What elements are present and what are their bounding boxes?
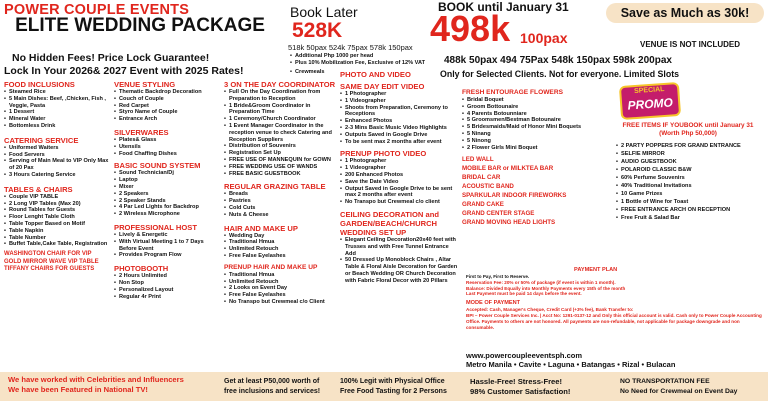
book-until-pax: 488k 50pax 494 75Pax 548k 150pax 598k 200pax: [444, 55, 672, 66]
tagline-1: No Hidden Fees! Price Lock Guarantee!: [12, 52, 210, 64]
list-item: • FREE BASIC GUESTBOOK: [224, 171, 336, 178]
list-item: • Save the Date Video: [340, 179, 458, 186]
book-until-note: Only for Selected Clients. Not for everyone. Limited Slots: [440, 69, 680, 79]
list-item: • Bottomless Drink: [4, 123, 112, 130]
col-5: [462, 88, 612, 227]
list-item: • 10 Game Prizes: [616, 190, 766, 198]
list-item: • Food Chaffing Dishes: [114, 151, 222, 158]
ceiling-list: [340, 237, 458, 285]
flowers-title: FRESH ENTOURAGE FLOWERS: [462, 89, 563, 96]
locations: Metro Manila • Cavite • Laguna • Batangas • Rizal • Bulacan: [466, 360, 676, 369]
food-title: FOOD INCLUSIONS: [4, 80, 75, 89]
venue-note: VENUE IS NOT INCLUDED: [640, 40, 741, 49]
footer-line: 98% Customer Satisfaction!: [470, 386, 571, 396]
photobooth-title: PHOTOBOOTH: [114, 264, 169, 274]
list-item: • 2-3 Mins Basic Music Video Highlights: [340, 125, 458, 132]
list-item: • Styro Name of Couple: [114, 109, 222, 116]
list-item: • 1 Videographer: [340, 165, 458, 172]
payment-line: Last Payment must be paid 14 days before the event.: [466, 291, 582, 297]
tagline-2: Lock In Your 2026& 2027 Event with 2025 Rates!: [4, 65, 244, 77]
hair-title: HAIR AND MAKE UP: [224, 223, 298, 233]
book-later-price: 528K: [292, 19, 343, 42]
list-item: • 5 Groomsmen/Bestman Botounaire: [462, 117, 612, 124]
extra-item: GRAND MOVING HEAD LIGHTS: [462, 219, 556, 227]
list-item: • 2 Wireless Microphone: [114, 211, 222, 218]
sound-title: BASIC SOUND SYSTEM: [114, 161, 201, 171]
list-item: • 60% Perfume Souvenirs: [616, 174, 766, 182]
list-item: • 1 Photographer: [340, 91, 458, 98]
mode-line: BPI – Power Couple Services Inc. | Acct No: 1291-0137-12 and Only this official account is valid. Cash only to Power Couple Accounting Office. Payments to others are not honored. All payments are non-refundable, not applicable for package downgrade and non consumable.: [466, 312, 762, 330]
promo-headline: FREE ITEMS IF YOUBOOK until January 31 (Worth Php 50,000): [622, 122, 754, 137]
list-item: • 2 Long VIP Tables (Max 20): [4, 201, 112, 208]
promo-badge-top: SPECIAL: [633, 85, 665, 96]
footer-line: Free Food Tasting for 2 Persons: [340, 387, 447, 395]
save-badge-text: Save as Much as 30k!: [620, 6, 750, 20]
list-item: • Registration Set Up: [224, 150, 336, 157]
list-item: • Nuts & Cheese: [224, 212, 336, 219]
styling-title: VENUE STYLING: [114, 80, 176, 89]
footer-line: Hassle-Free! Stress-Free!: [470, 377, 563, 386]
payment-title: PAYMENT PLAN: [574, 267, 618, 273]
list-item: • No Transpo but Crewmeal c/o Client: [224, 299, 336, 306]
mode-line: Accepted: Cash, Manager's Cheque, Credit Card (+3% fee), Bank Transfer to:: [466, 307, 634, 313]
footer-line: We have been Featured in National TV!: [8, 385, 148, 394]
list-item: • Table Topper Based on Motif: [4, 221, 112, 228]
list-item: • FREE WEDDING USE OF WANDS: [224, 164, 336, 171]
grazing-title: REGULAR GRAZING TABLE: [224, 182, 326, 192]
list-item: • Entrance Arch: [114, 116, 222, 123]
footer-cell-2: [224, 377, 336, 396]
list-item: • Lively & Energetic: [114, 232, 222, 239]
prenup-hair-title: PRENUP HAIR AND MAKE UP: [224, 263, 318, 271]
list-item: • Table Number: [4, 235, 112, 242]
list-item: • 3 Hours Catering Service: [4, 172, 112, 179]
ceiling-title: CEILING DECORATION and GARDEN/BEACH/CHURCH WEDDING SET UP: [340, 209, 440, 237]
list-item: • Table Napkin: [4, 228, 112, 235]
list-item: • 2 Speakers: [114, 191, 222, 198]
list-item: • FREE ENTRANCE ARCH ON RECEPTION: [616, 206, 766, 214]
list-item: • 1 Bottle of Wine for Toast: [616, 198, 766, 206]
book-later-note: • Additional Php 1000 per head: [290, 53, 430, 60]
list-item: • Wedding Day: [224, 233, 336, 240]
list-item: • Sound Technician/Dj: [114, 170, 222, 177]
list-item: • 40% Traditional Invitations: [616, 182, 766, 190]
list-item: • 5 Ninang: [462, 131, 612, 138]
list-item: • Unlimited Retouch: [224, 279, 336, 286]
photobooth-list: [114, 273, 222, 300]
list-item: • Personalized Layout: [114, 287, 222, 294]
list-item: • Shoots from Preparation, Ceremony to Receptions: [340, 105, 458, 119]
col-3: [224, 80, 336, 306]
col-4: [340, 70, 458, 285]
list-item: • Unlimited Retouch: [224, 246, 336, 253]
flowers-list: [462, 97, 612, 151]
list-item: • Traditional Hmua: [224, 239, 336, 246]
photo-video-title: PHOTO AND VIDEO: [340, 70, 411, 79]
list-item: • Steamed Rice: [4, 89, 112, 96]
list-item: • 200 Enhanced Photos: [340, 172, 458, 179]
list-item: • Pastries: [224, 198, 336, 205]
list-item: • Red Carpet: [114, 103, 222, 110]
list-item: • To be sent max 2 months after event: [340, 139, 458, 146]
extra-item: GRAND CENTER STAGE: [462, 210, 535, 218]
flowers-extras: [462, 155, 612, 227]
host-title: PROFESSIONAL HOST: [114, 222, 197, 232]
footer-line: free inclusions and services!: [224, 387, 321, 395]
tables-extra: TIFFANY CHAIRS FOR GUESTS: [4, 266, 95, 273]
list-item: • Thematic Backdrop Decoration: [114, 89, 222, 96]
list-item: • 4 Parents Botounniare: [462, 111, 612, 118]
footer-line: No Need for Crewmeal on Event Day: [620, 387, 738, 395]
list-item: • Breads: [224, 191, 336, 198]
coordinator-list: [224, 89, 336, 177]
list-item: • No Transpo but Crewmeal c/o client: [340, 199, 458, 206]
list-item: • Free False Eyelashes: [224, 292, 336, 299]
list-item: • POLAROID CLASSIC B&W: [616, 166, 766, 174]
tables-extra: WASHINGTON CHAIR FOR VIP: [4, 251, 92, 258]
list-item: • Elegant Ceiling Decoration20x40 feet with Trusses and with Free Tunnel Entrance Add: [340, 237, 458, 257]
list-item: • Output Saved in Google Drive to be sent max 2 months after event: [340, 186, 458, 200]
catering-list: [4, 145, 112, 179]
footer-cell-5: [620, 377, 766, 396]
list-item: • Traditional Hmua: [224, 272, 336, 279]
promo-list: [616, 142, 766, 222]
list-item: • Floor Lenght Table Cloth: [4, 214, 112, 221]
list-item: • 1 Videographer: [340, 98, 458, 105]
website-link[interactable]: www.powercoupleeventsph.com: [466, 351, 582, 360]
list-item: • Provides Program Flow: [114, 252, 222, 259]
list-item: • 5 Main Dishes: Beef, ,Chicken, Fish , Veggie, Pasta: [4, 96, 112, 110]
footer-line: We have worked with Celebrities and Influencers: [8, 375, 184, 384]
tables-extra: GOLD MIRROR WAVE VIP TABLE: [4, 258, 99, 265]
list-item: • 2 Looks on Event Day: [224, 285, 336, 292]
list-item: • 2 Speaker Stands: [114, 198, 222, 205]
book-later-note: • Crewmeals: [290, 69, 430, 76]
promo-badge-bottom: PROMO: [627, 95, 674, 113]
list-item: • Full On the Day Coordination from Preparation to Reception: [224, 89, 336, 103]
silverwares-list: [114, 137, 222, 157]
save-badge: [606, 3, 764, 23]
list-item: • 2 Hours Unlimited: [114, 273, 222, 280]
list-item: • Couch of Couple: [114, 96, 222, 103]
silverwares-title: SILVERWARES: [114, 127, 169, 137]
book-until-unit: 100pax: [520, 30, 568, 46]
footer-line: Get at least P50,000 worth of: [224, 378, 320, 385]
list-item: • Regular 4r Print: [114, 294, 222, 301]
prenup-photo-title: PRENUP PHOTO VIDEO: [340, 149, 427, 159]
list-item: • FREE USE OF MANNEQUIN for GOWN: [224, 157, 336, 164]
col-1: [4, 80, 112, 274]
list-item: • 1 Dessert: [4, 109, 112, 116]
extra-item: SPARKULAR INDOOR FIREWORKS: [462, 192, 567, 200]
list-item: • AUDIO GUESTBOOK: [616, 158, 766, 166]
list-item: • 2 PARTY POPPERS FOR GRAND ENTRANCE: [616, 142, 766, 150]
list-item: • Plates& Glass: [114, 137, 222, 144]
sameday-list: [340, 91, 458, 145]
list-item: • Buffet Table,Cake Table, Registration: [4, 241, 112, 248]
prenup-hair-list: [224, 272, 336, 306]
hair-list: [224, 233, 336, 260]
list-item: • Couple VIP TABLE: [4, 194, 112, 201]
list-item: • 1 Bride&Groom Coordinator in Preparation Time: [224, 103, 336, 117]
tables-title: TABLES & CHAIRS: [4, 184, 73, 194]
payment-block: [466, 267, 766, 330]
list-item: • Mixer: [114, 184, 222, 191]
footer-cell-3: [340, 377, 458, 396]
list-item: • Enhanced Photos: [340, 118, 458, 125]
extra-item: GRAND CAKE: [462, 201, 504, 209]
extra-item: BRIDAL CAR: [462, 174, 501, 182]
book-later-pax: 518k 50pax 524k 75pax 578k 150pax: [288, 43, 413, 52]
list-item: • Round Tables for Guests: [4, 207, 112, 214]
list-item: • 50 Dressed Up Monoblock Chairs , Altar Table & Floral Aisle Decoration for Garden or Beach Wedding OR Church Decoration with Fabric Floral Decor with 20 Pillars: [340, 257, 458, 284]
list-item: • Uniformed Waiters: [4, 145, 112, 152]
list-item: • Bridal Boquet: [462, 97, 612, 104]
list-item: • 4 Par Led Lights for Backdrop: [114, 204, 222, 211]
list-item: • Outputs Saved in Google Drive: [340, 132, 458, 139]
extra-item: MOBILE BAR or MILKTEA BAR: [462, 165, 554, 173]
list-item: • Mineral Water: [4, 116, 112, 123]
styling-list: [114, 89, 222, 123]
list-item: • 5 Ninong: [462, 138, 612, 145]
book-until-price: 498k: [430, 8, 511, 49]
food-list: [4, 89, 112, 130]
grazing-list: [224, 191, 336, 218]
list-item: • 1 Ceremony/Church Coordinator: [224, 116, 336, 123]
book-until-label: BOOK until January 31: [438, 0, 569, 14]
book-later-label: Book Later: [290, 4, 358, 20]
list-item: • Serving of Main Meal to VIP Only Max of 20 Pax: [4, 158, 112, 172]
sound-list: [114, 170, 222, 218]
host-list: [114, 232, 222, 259]
list-item: • SELFIE MIRROR: [616, 150, 766, 158]
col-2: [114, 80, 222, 300]
sameday-title: SAME DAY EDIT VIDEO: [340, 82, 425, 91]
list-item: • Laptop: [114, 177, 222, 184]
tables-list: [4, 194, 112, 248]
footer-cell-1: [8, 375, 222, 395]
footer-line: NO TRANSPORTATION FEE: [620, 378, 710, 385]
footer-cell-4: [470, 377, 610, 396]
list-item: • Free Fruit & Salad Bar: [616, 214, 766, 222]
extra-item: ACOUSTIC BAND: [462, 183, 514, 191]
list-item: • 2 Flower Girls Mini Boquet: [462, 145, 612, 152]
payment-line: Reservation Fee: 20% or 50% of package (if event is within 1 month).: [466, 279, 616, 285]
catering-title: CATERING SERVICE: [4, 135, 79, 145]
coordinator-title: 3 ON THE DAY COORDINATOR: [224, 80, 336, 89]
payment-line: First to Pay, First to Reserve.: [466, 274, 530, 279]
brand-title: POWER COUPLE EVENTS: [4, 2, 190, 18]
footer-line: 100% Legit with Physical Office: [340, 378, 445, 385]
list-item: • Cold Cuts: [224, 205, 336, 212]
list-item: • Food Servers: [4, 152, 112, 159]
prenup-photo-list: [340, 158, 458, 206]
book-later-note: • Plus 10% Mobilization Fee, Exclusive of 12% VAT: [290, 60, 430, 67]
list-item: • 5 Bridesmaids/Maid of Honor Mini Boquets: [462, 124, 612, 131]
mode-title: MODE OF PAYMENT: [466, 300, 521, 307]
list-item: • Groom Bottounaire: [462, 104, 612, 111]
package-title: ELITE WEDDING PACKAGE: [15, 15, 265, 36]
list-item: • Distribution of Souvenirs: [224, 143, 336, 150]
list-item: • 1 Event Manager Coordinator in the reception venue to check Catering and Reception Suppliers: [224, 123, 336, 143]
list-item: • Free False Eyelashes: [224, 253, 336, 260]
list-item: • Non Stop: [114, 280, 222, 287]
list-item: • Utensils: [114, 144, 222, 151]
payment-line: Balance: Divided Equally into Monthly Payments every 15th of the month: [466, 285, 626, 291]
extra-item: LED WALL: [462, 156, 494, 164]
list-item: • 1 Photographer: [340, 158, 458, 165]
list-item: • With Virtual Meeting 1 to 7 Days Before Event: [114, 239, 222, 253]
promo-badge: [619, 82, 681, 120]
